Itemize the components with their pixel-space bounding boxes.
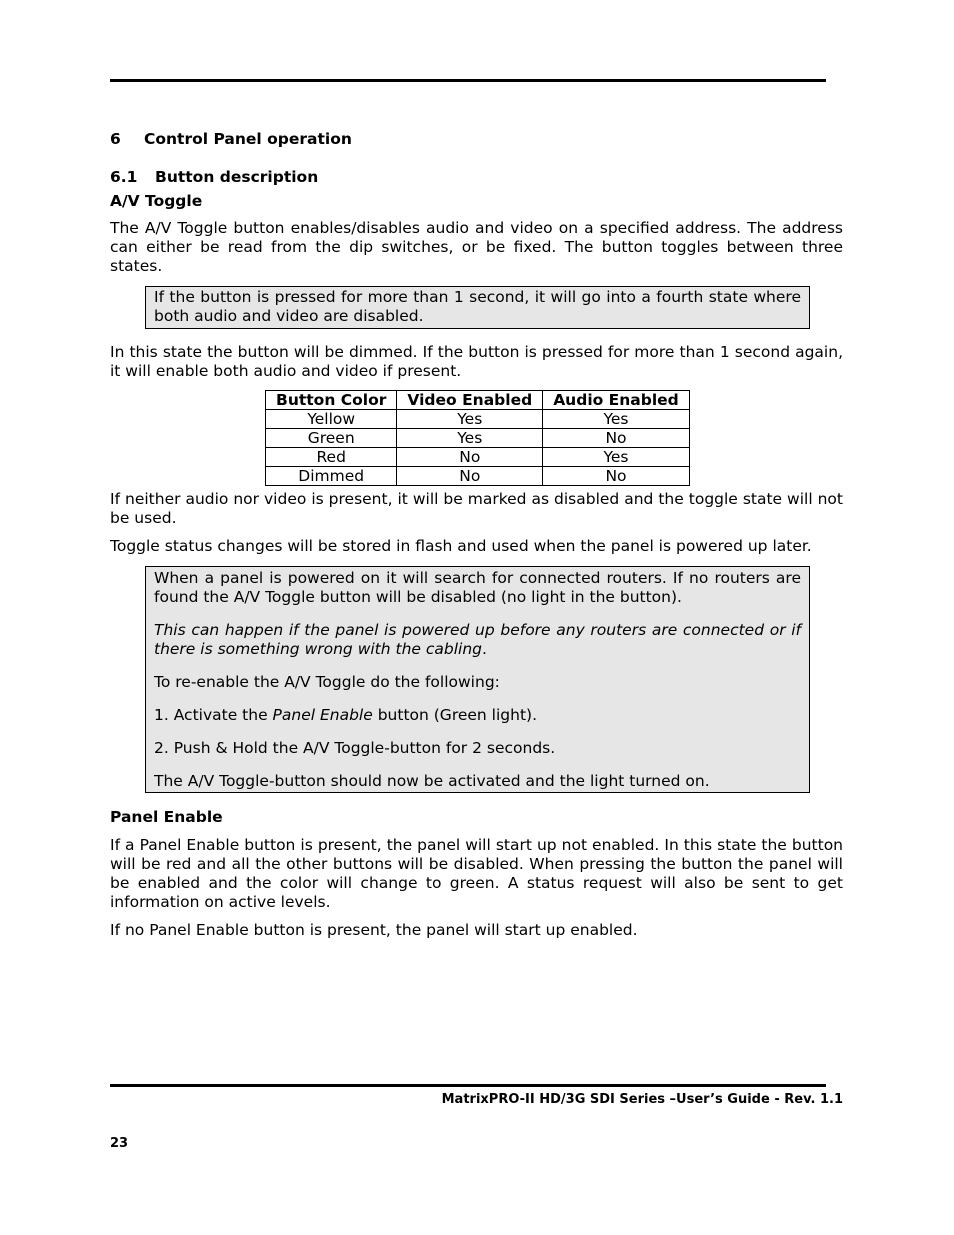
- footer-title: MatrixPRO-II HD/3G SDI Series –User’s Guide - Rev. 1.1: [441, 1092, 843, 1107]
- info-box: [145, 566, 810, 793]
- info-box-step-1: [154, 706, 801, 725]
- info-box-italic-text: This can happen if the panel is powered up before any routers are connected or if there is something wrong with the cabling: [154, 621, 801, 658]
- table-cell: Yes: [543, 410, 690, 429]
- neither-paragraph: [110, 490, 843, 528]
- step-1-italic: Panel Enable: [272, 706, 373, 724]
- subsection-heading: [110, 167, 843, 187]
- panel-enable-paragraph-2: [110, 921, 843, 940]
- table-header-cell: Button Color: [266, 391, 397, 410]
- dimmed-text: In this state the button will be dimmed. If the button is pressed for more than 1 second again, it will enable both audio and video if present.: [110, 343, 843, 380]
- section-heading: [110, 129, 843, 149]
- panel-enable-text-2: If no Panel Enable button is present, the panel will start up enabled.: [110, 921, 638, 939]
- table-cell: Green: [266, 429, 397, 448]
- panel-enable-paragraph-1: [110, 836, 843, 912]
- dimmed-paragraph: [110, 343, 843, 381]
- info-box-italic-end: .: [482, 640, 487, 658]
- table-cell: Yes: [397, 410, 543, 429]
- subsection-title: Button description: [155, 168, 319, 186]
- info-box-text: When a panel is powered on it will search for connected routers. If no routers are found the A/V Toggle button will be disabled (no light in the button).: [154, 569, 801, 606]
- table-row: [266, 429, 690, 448]
- av-toggle-heading: A/V Toggle: [110, 192, 203, 210]
- table-header-row: [266, 391, 690, 410]
- status-text: Toggle status changes will be stored in flash and used when the panel is powered up later.: [110, 537, 812, 555]
- av-toggle-intro: [110, 219, 843, 276]
- table-cell: Yes: [397, 429, 543, 448]
- table-cell: Yellow: [266, 410, 397, 429]
- table-row: [266, 467, 690, 486]
- table-cell: Red: [266, 448, 397, 467]
- table-cell: Dimmed: [266, 467, 397, 486]
- table-row: [266, 410, 690, 429]
- button-state-table: [265, 390, 690, 486]
- info-box-final: The A/V Toggle-button should now be activated and the light turned on.: [154, 772, 710, 790]
- panel-enable-heading: Panel Enable: [110, 808, 223, 826]
- subsection-number: 6.1: [110, 168, 138, 186]
- section-number: 6: [110, 130, 121, 148]
- footer-rule: [110, 1084, 826, 1087]
- table-cell: No: [397, 467, 543, 486]
- neither-text: If neither audio nor video is present, it will be marked as disabled and the toggle state will not be used.: [110, 490, 843, 527]
- panel-enable-text-1: If a Panel Enable button is present, the panel will start up not enabled. In this state the button will be red and all the other buttons will be disabled. When pressing the button the panel will be enabled and the color will change to green. A status request will also be sent to get information on active levels.: [110, 836, 843, 911]
- table-cell: Yes: [543, 448, 690, 467]
- info-box-italic-paragraph: [154, 621, 801, 659]
- status-paragraph: [110, 537, 843, 556]
- table-cell: No: [543, 429, 690, 448]
- note-box: [145, 286, 810, 329]
- table-cell: No: [543, 467, 690, 486]
- table-header-cell: Audio Enabled: [543, 391, 690, 410]
- section-title: Control Panel operation: [144, 130, 352, 148]
- info-box-step-2: 2. Push & Hold the A/V Toggle-button for 2 seconds.: [154, 739, 556, 757]
- table-header-cell: Video Enabled: [397, 391, 543, 410]
- step-1-suffix: button (Green light).: [372, 706, 537, 724]
- table-row: [266, 448, 690, 467]
- note-text: If the button is pressed for more than 1 second, it will go into a fourth state where both audio and video are disabled.: [154, 288, 801, 325]
- page-number: 23: [110, 1136, 129, 1151]
- table-cell: No: [397, 448, 543, 467]
- info-box-instruction: To re-enable the A/V Toggle do the following:: [154, 673, 500, 691]
- av-toggle-intro-text: The A/V Toggle button enables/disables audio and video on a specified address. The address can either be read from the dip switches, or be fixed. The button toggles between three states.: [110, 219, 843, 275]
- step-1-prefix: 1. Activate the: [154, 706, 273, 724]
- header-rule: [110, 79, 826, 82]
